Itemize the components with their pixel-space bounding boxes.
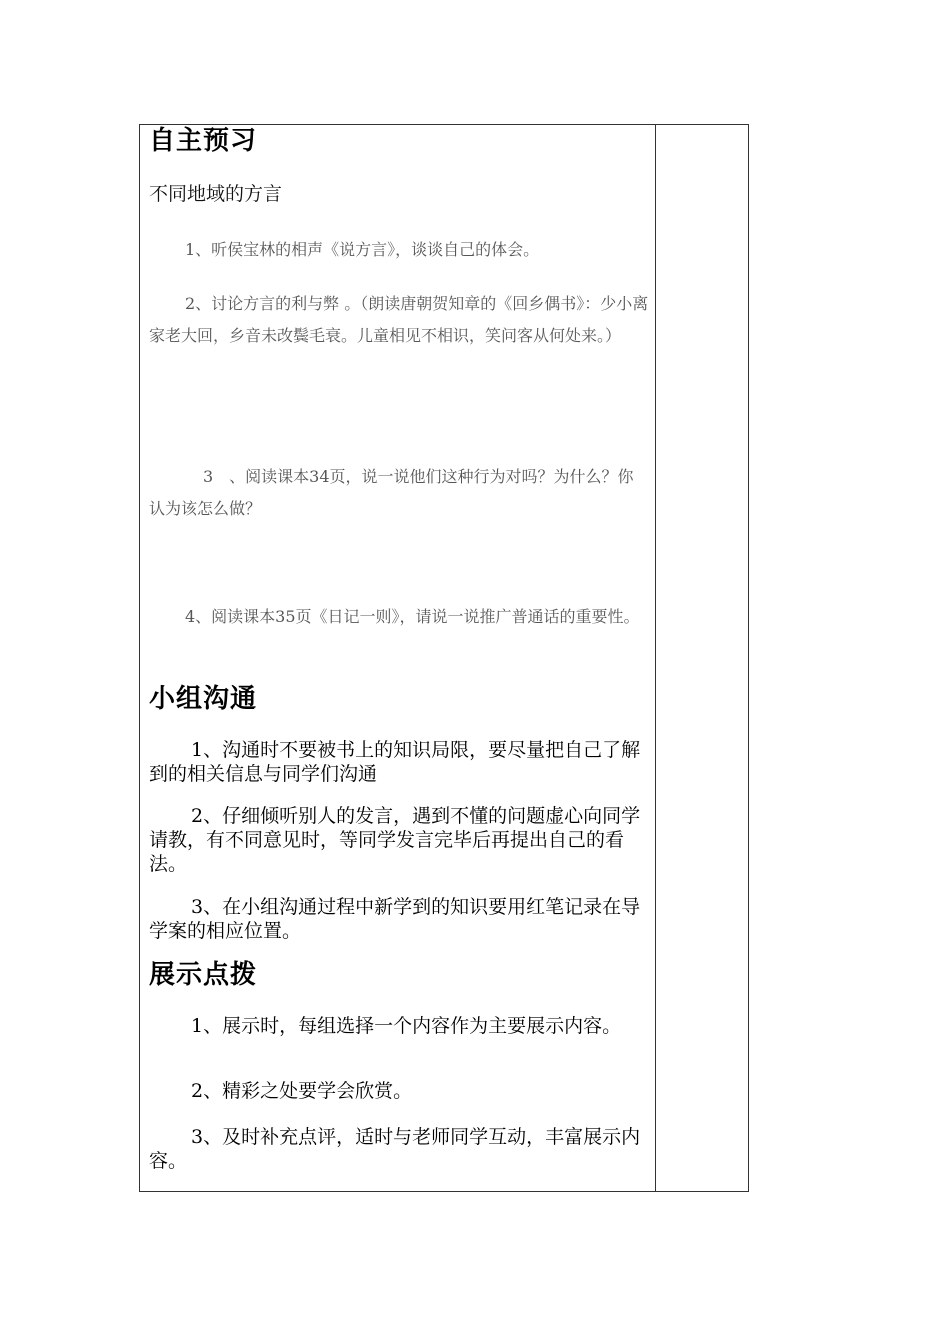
preview-item-1: 1、听侯宝林的相声《说方言》，谈谈自己的体会。 xyxy=(185,240,540,259)
preview-item-2: 2、讨论方言的利与弊 。（朗读唐朝贺知章的《回乡偶书》：少小离家老大回，乡音未改鬓毛衰。儿童相见不相识，笑问客从何处来。） xyxy=(149,294,649,345)
show-item-2: 2、精彩之处要学会欣赏。 xyxy=(191,1080,413,1102)
section-heading-preview: 自主预习 xyxy=(149,126,258,156)
group-item-1: 1、沟通时不要被书上的知识局限，要尽量把自己了解到的相关信息与同学们沟通 xyxy=(149,739,641,785)
preview-item-4: 4、阅读课本35页《日记一则》，请说一说推广普通话的重要性。 xyxy=(185,607,640,626)
show-item-3: 3、及时补充点评，适时与老师同学互动，丰富展示内容。 xyxy=(149,1126,641,1172)
show-item-1: 1、展示时，每组选择一个内容作为主要展示内容。 xyxy=(191,1015,622,1037)
section-heading-group: 小组沟通 xyxy=(149,684,258,714)
group-item-2: 2、仔细倾听别人的发言，遇到不懂的问题虚心向同学请教，有不同意见时，等同学发言完毕后再提出自己的看法。 xyxy=(149,805,641,875)
section-heading-show: 展示点拨 xyxy=(149,960,258,990)
lesson-table xyxy=(139,124,749,1192)
preview-item-3: 3 、阅读课本34页，说一说他们这种行为对吗？为什么？你认为该怎么做？ xyxy=(149,467,634,518)
column-divider xyxy=(655,125,656,1191)
group-item-3: 3、在小组沟通过程中新学到的知识要用红笔记录在导学案的相应位置。 xyxy=(149,896,641,942)
preview-subtitle: 不同地域的方言 xyxy=(149,183,283,205)
